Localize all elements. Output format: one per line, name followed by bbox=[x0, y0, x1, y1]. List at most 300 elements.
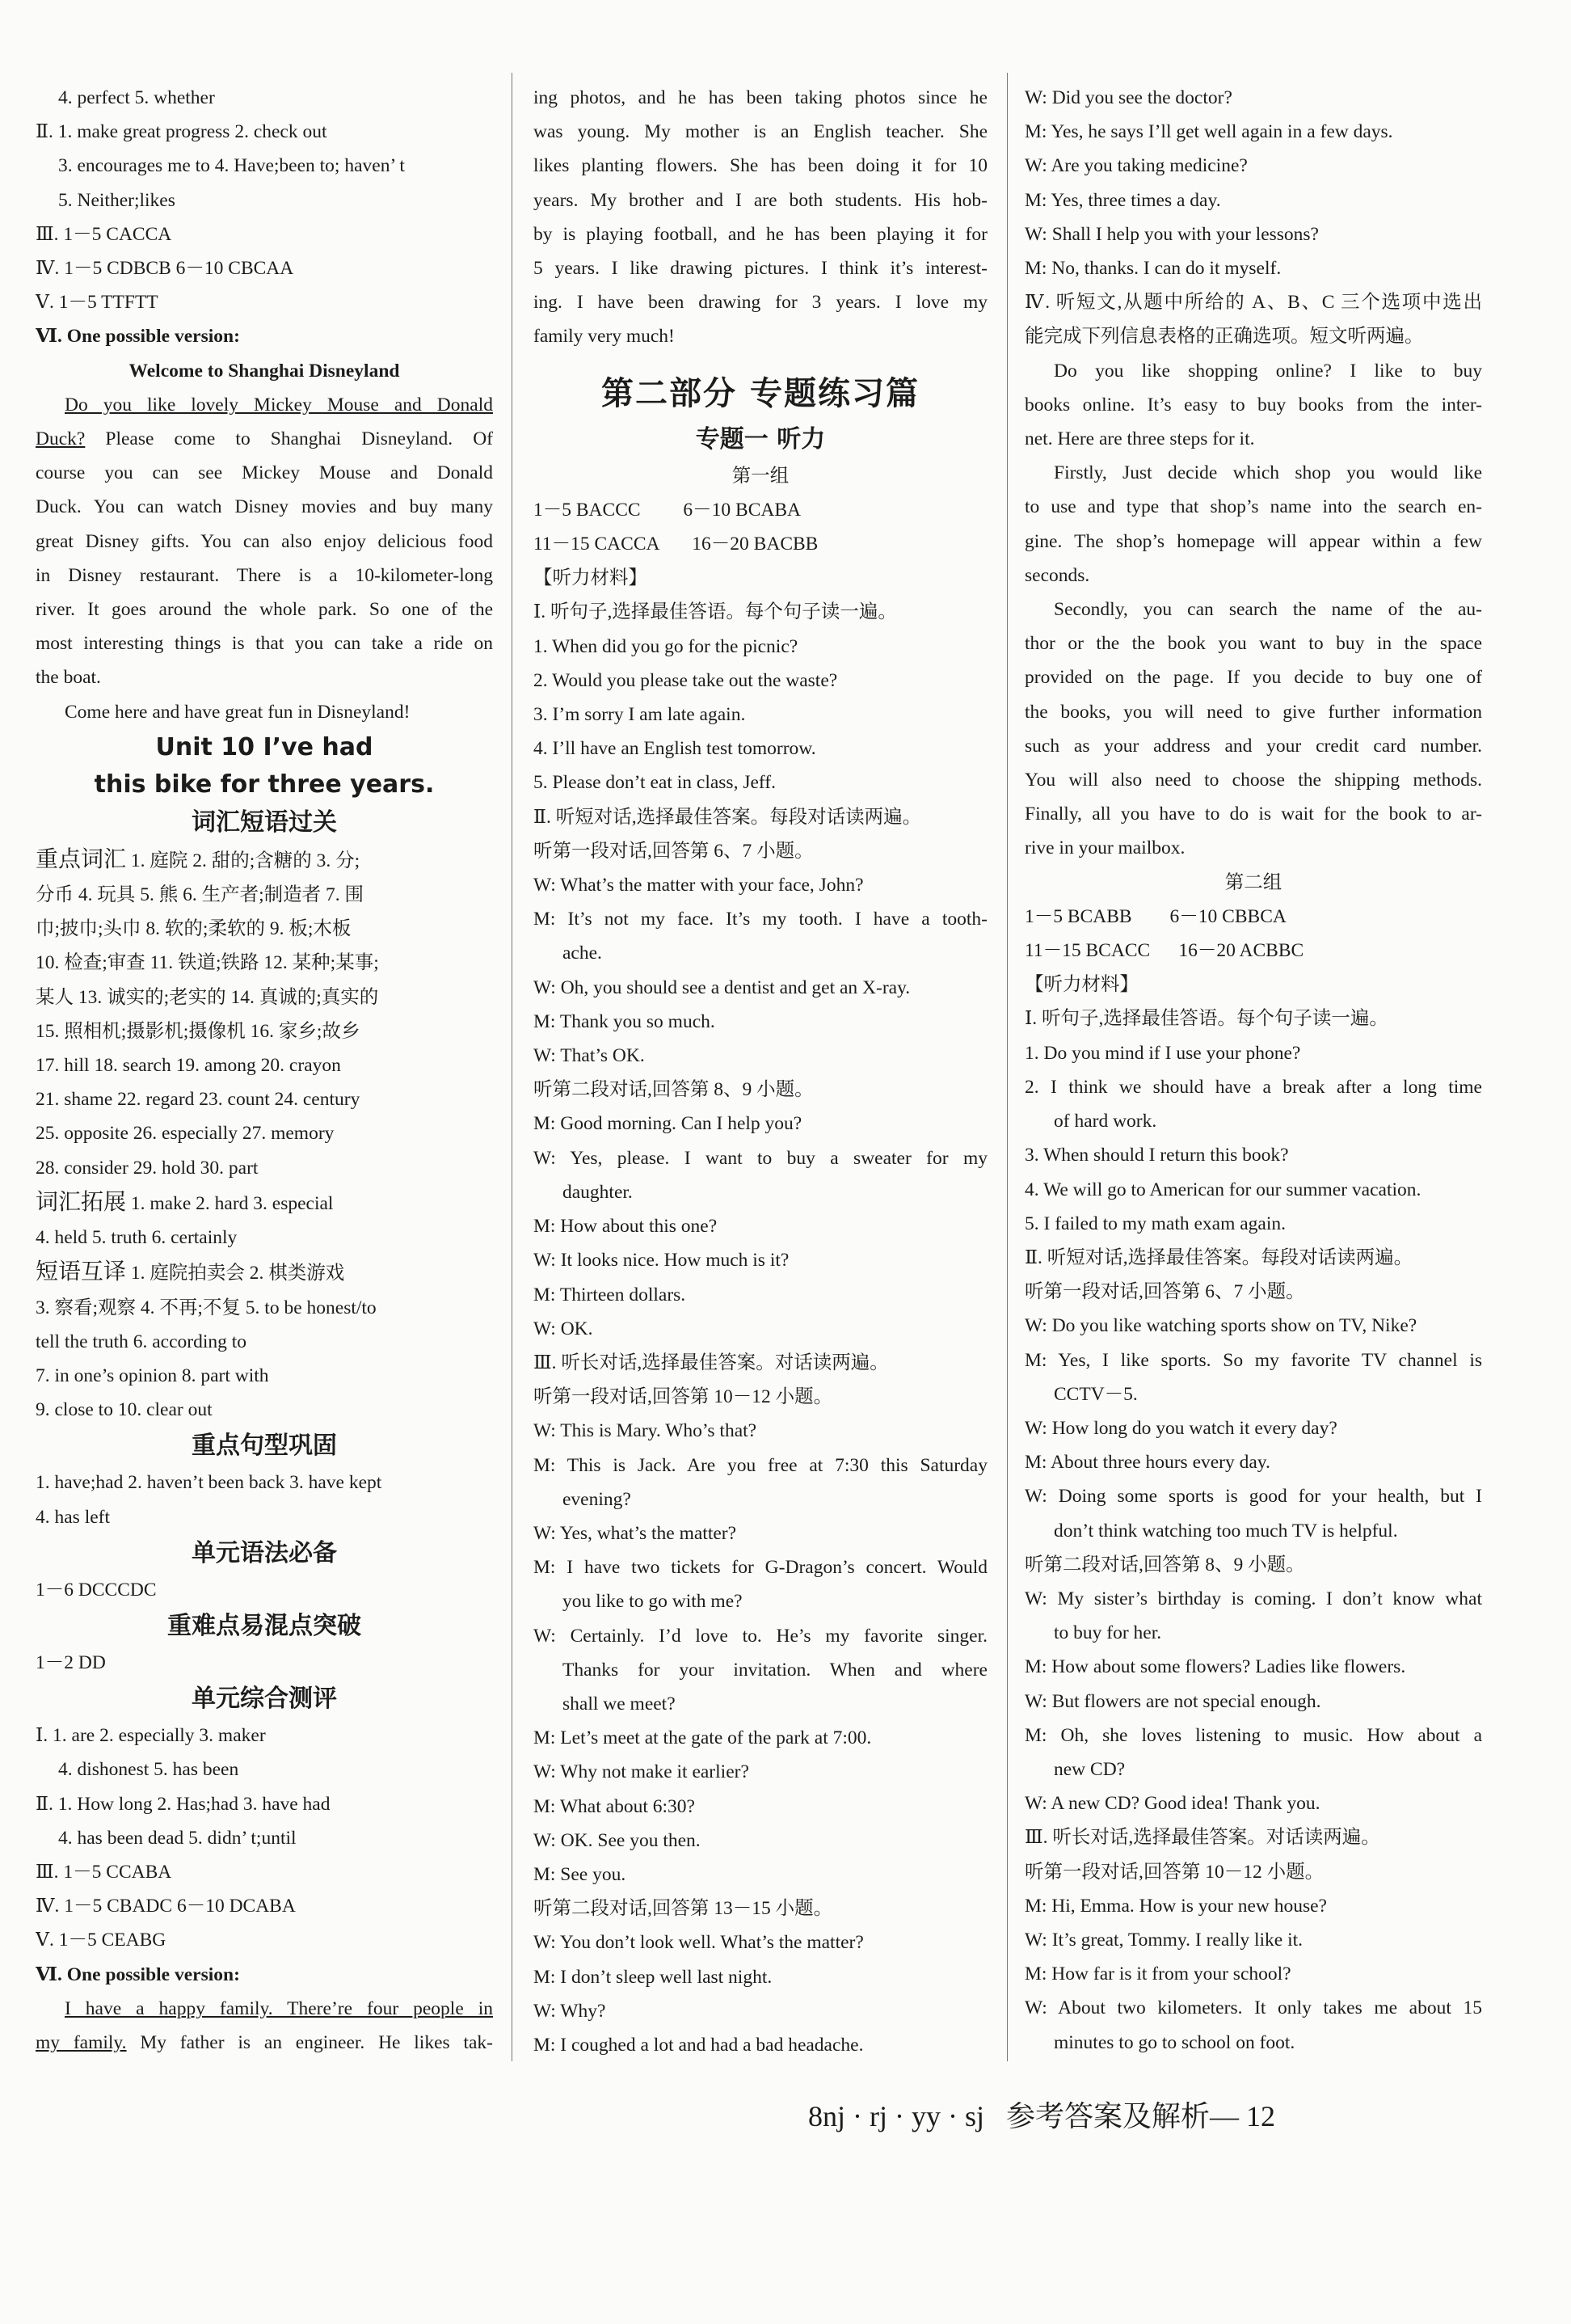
text-line bbox=[36, 422, 493, 456]
text-line bbox=[533, 319, 988, 353]
line-text: W: Yes, please. I want to buy a sweater for my bbox=[533, 1147, 988, 1169]
text-line bbox=[1025, 1991, 1482, 2025]
text-line bbox=[36, 981, 493, 1014]
text-line bbox=[533, 1994, 988, 2028]
text-line bbox=[1025, 1616, 1482, 1650]
line-text: 3. I’m sorry I am late again. bbox=[533, 704, 746, 726]
line-text: 单元语法必备 bbox=[192, 1538, 337, 1567]
line-text: 5 years. I like drawing pictures. I think it’s interest- bbox=[533, 258, 988, 280]
text-line bbox=[36, 695, 493, 729]
text-line bbox=[36, 1466, 493, 1499]
text-line bbox=[533, 115, 988, 149]
line-text: M: Oh, she loves listening to music. How about a bbox=[1025, 1724, 1482, 1746]
text-line bbox=[533, 630, 988, 664]
line-text: W: My sister’s birthday is coming. I don’t know what bbox=[1025, 1588, 1482, 1609]
text-line bbox=[533, 902, 988, 936]
line-text: shall we meet? bbox=[562, 1693, 676, 1715]
text-line bbox=[36, 1221, 493, 1255]
text-line bbox=[36, 1992, 493, 2026]
text-line bbox=[533, 527, 988, 561]
line-text: M: What about 6:30? bbox=[533, 1795, 695, 1817]
text-line bbox=[36, 729, 493, 766]
text-line bbox=[533, 420, 988, 459]
text-line bbox=[1025, 1104, 1482, 1138]
text-line bbox=[36, 1185, 493, 1221]
text-line bbox=[533, 1790, 988, 1824]
text-line bbox=[533, 1346, 988, 1380]
line-text: 9. close to 10. clear out bbox=[36, 1399, 213, 1421]
line-text: Ⅵ. One possible version: bbox=[36, 1963, 240, 1985]
line-text: W: You don’t look well. What’s the matter? bbox=[533, 1932, 864, 1954]
text-line bbox=[36, 1534, 493, 1573]
line-text: W: OK. See you then. bbox=[533, 1829, 701, 1851]
line-text: W: Why not make it earlier? bbox=[533, 1761, 749, 1783]
line-text: 3. 察看;观察 4. 不再;不复 5. to be honest/to bbox=[36, 1297, 377, 1318]
line-text: 1. make 2. hard 3. especial bbox=[126, 1192, 334, 1214]
text-line bbox=[1025, 1070, 1482, 1104]
text-line bbox=[533, 1380, 988, 1414]
text-line bbox=[533, 1619, 988, 1653]
text-line bbox=[36, 1359, 493, 1393]
text-line bbox=[36, 319, 493, 353]
line-text: 听第一段对话,回答第 6、7 小题。 bbox=[1025, 1281, 1305, 1303]
text-line bbox=[36, 1787, 493, 1821]
text-line bbox=[533, 1516, 988, 1550]
text-line bbox=[36, 1048, 493, 1082]
text-line bbox=[533, 149, 988, 183]
text-line bbox=[533, 1960, 988, 1994]
line-text: 4. held 5. truth 6. certainly bbox=[36, 1227, 238, 1249]
line-text: 能完成下列信息表格的正确选项。短文听两遍。 bbox=[1025, 326, 1424, 348]
line-text: W: This is Mary. Who’s that? bbox=[533, 1420, 757, 1442]
line-text: great Disney gifts. You can also enjoy delicious food bbox=[36, 530, 493, 552]
text-line bbox=[36, 803, 493, 842]
line-text: Ⅰ. 听句子,选择最佳答语。每个句子读一遍。 bbox=[1025, 1008, 1388, 1030]
line-text: M: This is Jack. Are you free at 7:30 this Saturday bbox=[533, 1454, 988, 1476]
text-line bbox=[36, 878, 493, 912]
line-text: net. Here are three steps for it. bbox=[1025, 428, 1255, 450]
line-text: M: Yes, he says I’ll get well again in a few days. bbox=[1025, 121, 1393, 143]
line-text: W: Are you taking medicine? bbox=[1025, 155, 1248, 177]
line-text: 10. 检查;审查 11. 铁道;铁路 12. 某种;某事; bbox=[36, 952, 379, 974]
text-line bbox=[533, 698, 988, 732]
line-text: 听第二段对话,回答第 13－15 小题。 bbox=[533, 1898, 833, 1920]
line-text: the boat. bbox=[36, 667, 101, 689]
text-line bbox=[36, 115, 493, 149]
text-line bbox=[533, 1141, 988, 1175]
line-text: Thanks for your invitation. When and where bbox=[562, 1659, 988, 1681]
text-line bbox=[36, 1151, 493, 1185]
text-line bbox=[533, 1175, 988, 1209]
text-line bbox=[1025, 251, 1482, 285]
line-text: M: It’s not my face. It’s my tooth. I have a tooth- bbox=[533, 909, 988, 930]
line-text: provided on the page. If you decide to buy one of bbox=[1025, 667, 1482, 689]
line-text: 重难点易混点突破 bbox=[167, 1611, 361, 1640]
text-line bbox=[533, 183, 988, 217]
line-text: 1. 庭院拍卖会 2. 棋类游戏 bbox=[126, 1263, 345, 1284]
line-text: Ⅱ. 1. make great progress 2. check out bbox=[36, 121, 327, 143]
text-line bbox=[533, 561, 988, 595]
line-text: Please come to Shanghai Disneyland. Of bbox=[85, 428, 493, 450]
line-text: 1－5 BCABB 6－10 CBBCA bbox=[1025, 905, 1287, 927]
text-line bbox=[533, 251, 988, 285]
text-line bbox=[533, 493, 988, 527]
text-line bbox=[36, 490, 493, 524]
text-line bbox=[1025, 285, 1482, 319]
line-text: minutes to go to school on foot. bbox=[1054, 2031, 1295, 2053]
text-line bbox=[533, 1073, 988, 1107]
text-line bbox=[36, 525, 493, 559]
text-line bbox=[1025, 456, 1482, 490]
text-line bbox=[1025, 968, 1482, 1002]
line-text: thor or the the book you want to buy in the space bbox=[1025, 633, 1482, 655]
text-line bbox=[533, 1107, 988, 1141]
line-text: 听第一段对话,回答第 6、7 小题。 bbox=[533, 840, 814, 862]
section-label: 词汇拓展 bbox=[36, 1187, 127, 1215]
text-line bbox=[533, 1653, 988, 1687]
line-text: was young. My mother is an English teacher. She bbox=[533, 121, 988, 143]
line-text: Ⅵ. One possible version: bbox=[36, 326, 240, 348]
line-text: Ⅱ. 听短对话,选择最佳答案。每段对话读两遍。 bbox=[1025, 1246, 1413, 1268]
text-line bbox=[533, 1483, 988, 1516]
text-line bbox=[1025, 1343, 1482, 1377]
line-text: Do you like shopping online? I like to buy bbox=[1054, 360, 1482, 382]
line-text: 2. I think we should have a break after a long time bbox=[1025, 1076, 1482, 1098]
text-line bbox=[36, 1958, 493, 1992]
text-line bbox=[1025, 81, 1482, 115]
line-text: 11－15 BCACC 16－20 ACBBC bbox=[1025, 940, 1304, 962]
line-text: W: What’s the matter with your face, John? bbox=[533, 875, 864, 896]
line-text: W: Do you like watching sports show on TV, Nike? bbox=[1025, 1315, 1417, 1337]
line-text: 1. 庭院 2. 甜的;含糖的 3. 分; bbox=[126, 850, 360, 871]
text-line bbox=[533, 367, 988, 420]
line-text: W: Did you see the doctor? bbox=[1025, 87, 1232, 108]
line-text: Ⅲ. 听长对话,选择最佳答案。对话读两遍。 bbox=[533, 1352, 889, 1373]
line-text: 3. When should I return this book? bbox=[1025, 1145, 1289, 1166]
text-line bbox=[36, 1889, 493, 1923]
line-text: rive in your mailbox. bbox=[1025, 837, 1186, 859]
line-text: CCTV－5. bbox=[1054, 1383, 1138, 1405]
line-text: ing photos, and he has been taking photos since he bbox=[533, 87, 988, 108]
line-text: Finally, all you have to do is wait for the book to ar- bbox=[1025, 803, 1482, 825]
text-line bbox=[533, 766, 988, 799]
text-line bbox=[1025, 1275, 1482, 1309]
text-line bbox=[36, 354, 493, 388]
text-line bbox=[533, 285, 988, 319]
text-line bbox=[1025, 1173, 1482, 1207]
text-line bbox=[1025, 354, 1482, 388]
text-line bbox=[533, 971, 988, 1005]
line-text: Ⅲ. 听长对话,选择最佳答案。对话读两遍。 bbox=[1025, 1827, 1380, 1849]
line-text: 单元综合测评 bbox=[192, 1685, 337, 1714]
text-line bbox=[36, 183, 493, 217]
text-line bbox=[36, 1393, 493, 1427]
line-text: 4. I’ll have an English test tomorrow. bbox=[533, 738, 816, 760]
line-text: 4. has left bbox=[36, 1506, 111, 1528]
page-footer: 8nj · rj · yy · sj 参考答案及解析— 12 bbox=[808, 2100, 1275, 2132]
text-line bbox=[36, 1923, 493, 1957]
line-text: 听第一段对话,回答第 10－12 小题。 bbox=[1025, 1861, 1325, 1883]
text-line bbox=[36, 1291, 493, 1325]
text-line bbox=[533, 1721, 988, 1755]
text-line bbox=[36, 1116, 493, 1150]
line-text: W: Why? bbox=[533, 2000, 606, 2022]
line-text: My father is an engineer. He likes tak- bbox=[126, 2031, 493, 2053]
text-line bbox=[533, 1925, 988, 1959]
text-line bbox=[1025, 1786, 1482, 1820]
text-line bbox=[1025, 763, 1482, 797]
text-line bbox=[1025, 388, 1482, 422]
line-text: W: Certainly. I’d love to. He’s my favorite singer. bbox=[533, 1625, 988, 1647]
line-text: 1－2 DD bbox=[36, 1651, 106, 1673]
text-line bbox=[36, 1821, 493, 1855]
line-text: Come here and have great fun in Disneyland! bbox=[65, 701, 411, 723]
line-text: 21. shame 22. regard 23. count 24. century bbox=[36, 1089, 360, 1111]
line-text: 1. Do you mind if I use your phone? bbox=[1025, 1042, 1301, 1064]
line-text: W: How long do you watch it every day? bbox=[1025, 1417, 1337, 1439]
text-line bbox=[36, 217, 493, 251]
text-line bbox=[1025, 525, 1482, 559]
line-text: to use and type that shop’s name into the search en- bbox=[1025, 496, 1482, 518]
text-line bbox=[1025, 1207, 1482, 1241]
line-text: M: How far is it from your school? bbox=[1025, 1963, 1291, 1985]
line-text: 某人 13. 诚实的;老实的 14. 真诚的;真实的 bbox=[36, 986, 379, 1008]
line-text: 分币 4. 玩具 5. 熊 6. 生产者;制造者 7. 围 bbox=[36, 884, 364, 906]
text-line bbox=[1025, 1820, 1482, 1854]
line-text: M: Let’s meet at the gate of the park at 7:00. bbox=[533, 1727, 872, 1749]
text-line bbox=[1025, 1923, 1482, 1957]
text-line bbox=[1025, 866, 1482, 900]
text-line bbox=[1025, 934, 1482, 968]
line-text: ing. I have been drawing for 3 years. I love my bbox=[533, 292, 988, 314]
line-text: 1－5 BACCC 6－10 BCABA bbox=[533, 499, 802, 521]
text-line bbox=[36, 1719, 493, 1752]
line-text: You will also need to choose the shipping methods. bbox=[1025, 770, 1482, 791]
line-text: ache. bbox=[562, 943, 602, 964]
line-text: 3. encourages me to 4. Have;been to; haven’ t bbox=[58, 155, 405, 177]
line-text: 2. Would you please take out the waste? bbox=[533, 669, 838, 691]
line-text: M: I have two tickets for G-Dragon’s concert. Would bbox=[533, 1557, 988, 1579]
line-text: Firstly, Just decide which shop you would like bbox=[1054, 462, 1482, 484]
text-line bbox=[533, 1824, 988, 1858]
line-text: 28. consider 29. hold 30. part bbox=[36, 1157, 259, 1179]
line-text: 第一组 bbox=[731, 465, 790, 487]
text-line bbox=[1025, 1889, 1482, 1923]
text-line bbox=[1025, 1514, 1482, 1548]
line-text: M: Yes, three times a day. bbox=[1025, 189, 1221, 211]
text-line bbox=[1025, 660, 1482, 694]
text-line bbox=[1025, 183, 1482, 217]
line-text: 4. dishonest 5. has been bbox=[58, 1759, 239, 1781]
line-text: M: Thirteen dollars. bbox=[533, 1284, 686, 1305]
line-text: 听第二段对话,回答第 8、9 小题。 bbox=[1025, 1554, 1305, 1575]
text-line bbox=[36, 766, 493, 803]
text-line bbox=[1025, 319, 1482, 353]
line-text: you like to go with me? bbox=[562, 1591, 743, 1613]
text-line bbox=[533, 1858, 988, 1892]
line-text: 25. opposite 26. especially 27. memory bbox=[36, 1123, 335, 1145]
text-line bbox=[1025, 1411, 1482, 1445]
column-divider bbox=[1007, 73, 1008, 2061]
line-text: W: It’s great, Tommy. I really like it. bbox=[1025, 1929, 1304, 1951]
line-text: Ⅲ. 1－5 CACCA bbox=[36, 223, 172, 245]
text-line bbox=[533, 732, 988, 766]
line-text: Ⅴ. 1－5 TTFTT bbox=[36, 292, 158, 314]
text-line bbox=[533, 1584, 988, 1618]
line-text: W: It looks nice. How much is it? bbox=[533, 1250, 790, 1272]
line-text: W: A new CD? Good idea! Thank you. bbox=[1025, 1793, 1320, 1815]
line-text: books online. It’s easy to buy books from the inter- bbox=[1025, 394, 1482, 415]
line-text: M: No, thanks. I can do it myself. bbox=[1025, 258, 1282, 280]
text-line bbox=[36, 626, 493, 660]
line-text: gine. The shop’s homepage will appear within a few bbox=[1025, 530, 1482, 552]
text-line bbox=[533, 834, 988, 868]
text-line bbox=[36, 1014, 493, 1048]
line-text: 【听力材料】 bbox=[533, 567, 647, 589]
text-line bbox=[533, 1414, 988, 1448]
text-line bbox=[36, 1082, 493, 1116]
line-text: evening? bbox=[562, 1488, 631, 1510]
line-text: I have a happy family. There’re four people in bbox=[65, 1997, 493, 2019]
line-text: Do you like lovely Mickey Mouse and Donald bbox=[65, 394, 493, 415]
text-line bbox=[36, 1646, 493, 1680]
line-text: Ⅳ. 1－5 CBADC 6－10 DCABA bbox=[36, 1896, 296, 1917]
text-line bbox=[1025, 1138, 1482, 1172]
section-label: 重点词汇 bbox=[36, 845, 127, 872]
line-text: this bike for three years. bbox=[94, 770, 435, 799]
text-line bbox=[533, 1312, 988, 1346]
text-line bbox=[36, 1680, 493, 1719]
text-line bbox=[1025, 1685, 1482, 1719]
line-text: river. It goes around the whole park. So one of the bbox=[36, 599, 493, 621]
text-line bbox=[1025, 900, 1482, 934]
line-text: of hard work. bbox=[1054, 1111, 1157, 1132]
line-text: Secondly, you can search the name of the au- bbox=[1054, 599, 1482, 621]
line-text: seconds. bbox=[1025, 564, 1090, 586]
text-line bbox=[1025, 729, 1482, 763]
text-line bbox=[36, 593, 493, 626]
line-text: 4. has been dead 5. didn’ t;until bbox=[58, 1827, 297, 1849]
line-text: Ⅱ. 听短对话,选择最佳答案。每段对话读两遍。 bbox=[533, 806, 922, 828]
line-text: daughter. bbox=[562, 1181, 633, 1203]
line-text: 重点句型巩固 bbox=[192, 1432, 337, 1461]
line-text: W: Doing some sports is good for your health, but I bbox=[1025, 1486, 1482, 1508]
line-text: Ⅲ. 1－5 CCABA bbox=[36, 1861, 172, 1883]
text-line bbox=[1025, 1479, 1482, 1513]
text-line bbox=[36, 946, 493, 980]
text-line bbox=[533, 1449, 988, 1483]
line-text: course you can see Mickey Mouse and Donald bbox=[36, 462, 493, 484]
line-text: in Disney restaurant. There is a 10-kilometer-long bbox=[36, 564, 493, 586]
line-text: M: Thank you so much. bbox=[533, 1010, 715, 1032]
line-text: Unit 10 I’ve had bbox=[155, 732, 373, 761]
text-line bbox=[1025, 149, 1482, 183]
line-text: M: Good morning. Can I help you? bbox=[533, 1113, 802, 1135]
text-line bbox=[533, 800, 988, 834]
line-text: Ⅳ. 1－5 CDBCB 6－10 CBCAA bbox=[36, 258, 294, 280]
column-middle bbox=[533, 81, 988, 2062]
text-line bbox=[1025, 1650, 1482, 1684]
line-text: W: Oh, you should see a dentist and get an X-ray. bbox=[533, 976, 911, 998]
line-text: the books, you will need to give further information bbox=[1025, 701, 1482, 723]
text-line bbox=[36, 660, 493, 694]
line-text: W: Shall I help you with your lessons? bbox=[1025, 223, 1319, 245]
line-text: W: But flowers are not special enough. bbox=[1025, 1690, 1321, 1712]
text-line bbox=[1025, 1036, 1482, 1070]
text-line bbox=[36, 388, 493, 422]
line-text: Duck? bbox=[36, 428, 86, 450]
line-text: 4. perfect 5. whether bbox=[58, 87, 215, 108]
line-text: Ⅰ. 1. are 2. especially 3. maker bbox=[36, 1725, 266, 1747]
line-text: 巾;披巾;头巾 8. 软的;柔软的 9. 板;木板 bbox=[36, 918, 352, 940]
line-text: such as your address and your credit card number. bbox=[1025, 735, 1482, 757]
text-line bbox=[533, 1039, 988, 1073]
text-line bbox=[533, 1005, 988, 1039]
text-line bbox=[36, 1607, 493, 1646]
line-text: 5. Neither;likes bbox=[58, 189, 175, 211]
text-line bbox=[36, 2026, 493, 2060]
text-line bbox=[36, 81, 493, 115]
line-text: Duck. You can watch Disney movies and buy many bbox=[36, 496, 493, 518]
text-line bbox=[533, 2028, 988, 2062]
text-line bbox=[36, 285, 493, 319]
line-text: 专题一 听力 bbox=[695, 424, 826, 453]
line-text: W: That’s OK. bbox=[533, 1045, 645, 1067]
line-text: Welcome to Shanghai Disneyland bbox=[128, 360, 400, 382]
text-line bbox=[36, 456, 493, 490]
text-line bbox=[533, 868, 988, 902]
text-line bbox=[533, 1892, 988, 1925]
text-line bbox=[1025, 1548, 1482, 1582]
line-text: M: I don’t sleep well last night. bbox=[533, 1966, 773, 1988]
section-label: 短语互译 bbox=[36, 1258, 127, 1285]
text-line bbox=[1025, 695, 1482, 729]
text-line bbox=[1025, 831, 1482, 865]
text-line bbox=[533, 1209, 988, 1243]
line-text: 1. have;had 2. haven’t been back 3. have kept bbox=[36, 1472, 382, 1494]
line-text: 17. hill 18. search 19. among 20. crayon bbox=[36, 1055, 341, 1077]
text-line bbox=[533, 1755, 988, 1789]
line-text: 第二部分 专题练习篇 bbox=[601, 374, 920, 412]
text-line bbox=[1025, 1582, 1482, 1616]
text-line bbox=[1025, 422, 1482, 456]
text-line bbox=[1025, 1855, 1482, 1889]
text-line bbox=[1025, 1241, 1482, 1275]
column-right bbox=[1025, 81, 1482, 2060]
text-line bbox=[1025, 1752, 1482, 1786]
line-text: Ⅳ. 听短文,从题中所给的 A、B、C 三个选项中选出 bbox=[1025, 292, 1482, 314]
text-line bbox=[1025, 1719, 1482, 1752]
line-text: 5. I failed to my math exam again. bbox=[1025, 1213, 1287, 1234]
text-line bbox=[1025, 1957, 1482, 1991]
text-line bbox=[36, 149, 493, 183]
line-text: 听第一段对话,回答第 10－12 小题。 bbox=[533, 1386, 833, 1408]
line-text: M: About three hours every day. bbox=[1025, 1452, 1270, 1474]
line-text: don’t think watching too much TV is helpful. bbox=[1054, 1520, 1398, 1542]
text-line bbox=[533, 936, 988, 970]
line-text: likes planting flowers. She has been doing it for 10 bbox=[533, 155, 988, 177]
line-text: my family. bbox=[36, 2031, 127, 2053]
text-line bbox=[1025, 797, 1482, 831]
line-text: M: See you. bbox=[533, 1863, 626, 1885]
text-line bbox=[533, 1278, 988, 1312]
line-text: by is playing football, and he has been playing it for bbox=[533, 223, 988, 245]
line-text: M: How about some flowers? Ladies like flowers. bbox=[1025, 1656, 1406, 1678]
text-line bbox=[1025, 217, 1482, 251]
line-text: 【听力材料】 bbox=[1025, 974, 1139, 996]
text-line bbox=[533, 664, 988, 698]
line-text: 7. in one’s opinion 8. part with bbox=[36, 1364, 269, 1386]
